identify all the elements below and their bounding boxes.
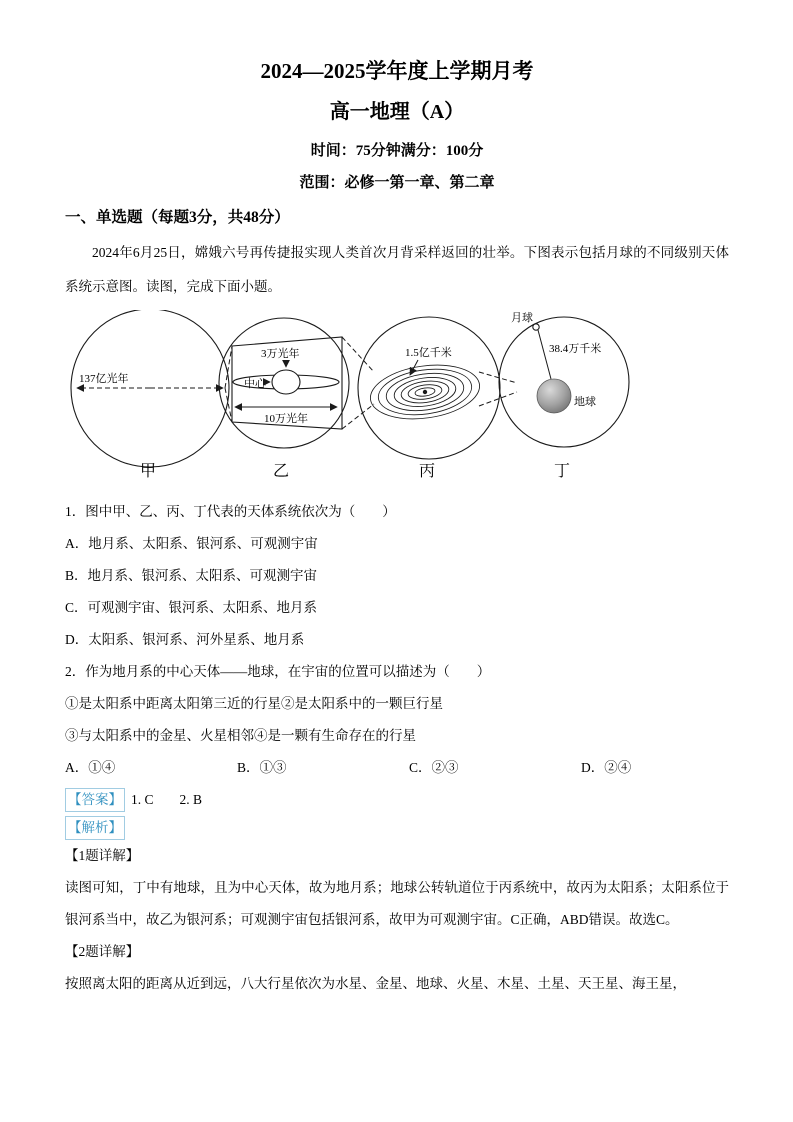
analysis-row [65,816,729,840]
detail-1-text: 读图可知，丁中有地球，且为中心天体，故为地月系；地球公转轨道位于丙系统中，故丙为太阳系；太阳系位于银河系当中，故乙为银河系；可观测宇宙包括银河系，故甲为可观测宇宙。C正确，ABD错误。故选C。 [65,880,729,927]
question-1-stem: 1．图中甲、乙、丙、丁代表的天体系统依次为（ ） [65,504,396,519]
sun-dot [423,390,427,394]
earth-sphere [537,379,571,413]
detail-2-title: 【2题详解】 [65,944,140,959]
question-2-item-line-1: ①是太阳系中距离太阳第三近的行星②是太阳系中的一颗巨行星 [65,696,443,711]
galaxy-center-label: 中心 [244,378,266,390]
detail-1-title: 【1题详解】 [65,848,140,863]
question-2-stem: 2．作为地月系的中心天体——地球，在宇宙的位置可以描述为（ ） [65,664,491,679]
detail-2-text: 按照离太阳的距离从近到远，八大行星依次为水星、金星、地球、火星、木星、土星、天王星、海王星， [65,976,686,991]
question-2-item-line-2: ③与太阳系中的金星、火星相邻④是一颗有生命存在的行星 [65,728,416,743]
sun-earth-distance-label: 1.5亿千米 [405,347,452,359]
galaxy-bulge [272,370,300,394]
scope-info: 范围：必修一第一章、第二章 [299,175,495,191]
label-bing: 丙 [418,463,436,480]
analysis-label: 【解析】 [65,816,125,840]
answer-label: 【答案】 [65,788,125,812]
moon-dot [533,324,539,330]
question-1-option-b: B．地月系、银河系、太阳系、可观测宇宙 [65,568,318,583]
system-ding-earth-moon [499,310,629,447]
earth-moon-distance-label: 38.4万千米 [549,343,602,355]
diagram-figure [65,310,729,488]
system-bing-solar-system [358,317,500,459]
question-2-option-b: B．①③ [237,760,287,775]
answer-q1: 1. C [131,792,154,807]
galaxy-thickness-label: 3万光年 [261,348,300,360]
page-title: 2024—2025学年度上学期月考 [260,59,534,83]
galaxy-diameter-label: 10万光年 [264,413,308,425]
observable-universe-scale-label: 137亿光年 [79,373,129,385]
system-yi-galaxy [219,318,349,448]
question-1-option-a: A．地月系、太阳系、银河系、可观测宇宙 [65,536,318,551]
question-1-option-d: D．太阳系、银河系、河外星系、地月系 [65,632,305,647]
earth-label: 地球 [574,396,596,408]
section-heading: 一、单选题（每题3分，共48分） [65,209,290,226]
question-2-option-d: D．②④ [581,760,632,775]
question-2-option-a: A．①④ [65,760,116,775]
time-info: 时间：75分钟满分：100分 [310,143,484,159]
celestial-systems-diagram [65,310,725,485]
answer-row [65,784,729,816]
question-2-options-row [65,752,729,784]
answer-q2: 2. B [179,792,203,807]
question-1-option-c: C．可观测宇宙、银河系、太阳系、地月系 [65,600,318,615]
label-yi: 乙 [272,463,290,480]
label-jia: 甲 [139,463,157,480]
sun-earth-distance-arrow [410,360,418,375]
page-subtitle: 高一地理（A） [329,101,465,123]
moon-label: 月球 [511,312,533,324]
question-2-option-c: C．②③ [409,760,459,775]
intro-paragraph: 2024年6月25日，嫦娥六号再传捷报实现人类首次月背采样返回的壮举。下图表示包括月球的不同级别天体系统示意图。读图，完成下面小题。 [65,245,729,294]
label-ding: 丁 [553,463,571,480]
system-jia-observable-universe [71,310,229,467]
